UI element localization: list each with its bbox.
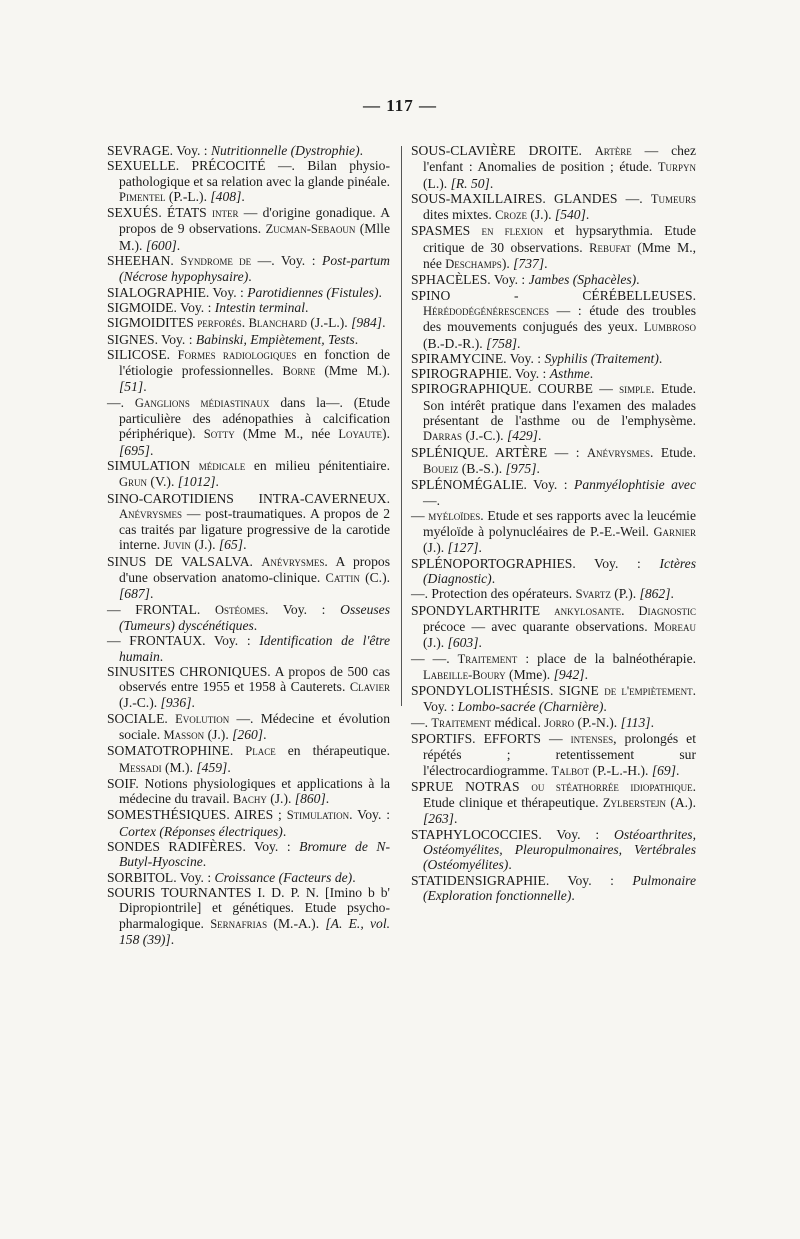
index-entry (107, 315, 390, 331)
entry-text: Jorro (544, 715, 575, 730)
entry-text: (B.-S.). (458, 460, 506, 476)
entry-text: . (149, 442, 154, 458)
entry-text: [975] (505, 460, 537, 476)
index-entry (411, 715, 696, 731)
entry-text: Croissance (Facteurs de) (214, 869, 353, 885)
entry-text: . Voy. : (423, 683, 696, 715)
entry-text: . (159, 648, 164, 664)
entry-text: . (263, 726, 267, 742)
entry-text: Identification de l'être humain (119, 633, 390, 664)
entry-text: . (149, 586, 154, 602)
entry-text: . (354, 331, 359, 347)
entry-text: Jambes (Sphacèles) (528, 272, 637, 288)
entry-text: (B.-D.-R.). (423, 335, 487, 351)
entry-text: (J.). (526, 207, 555, 223)
entry-text: [600] (145, 237, 177, 253)
index-entry (411, 731, 696, 779)
entry-text: (P.-L.). (165, 188, 211, 204)
entry-text: SPLÉNOPORTOGRAPHIES. Voy. : (411, 555, 660, 571)
index-entry (107, 870, 390, 885)
entry-text: —. Voy. : (251, 253, 323, 269)
entry-text: [942] (553, 666, 585, 682)
index-entry (411, 191, 696, 224)
entry-text: . (352, 869, 356, 885)
entry-text: (M.). (161, 759, 197, 775)
entry-text: . (589, 366, 594, 382)
entry-text: myéloïdes (428, 508, 481, 523)
entry-text: Sotty (203, 427, 235, 442)
entry-text: . (636, 272, 640, 288)
entry-text: . (489, 175, 494, 191)
page-number: — 117 — (362, 96, 438, 115)
entry-text: SIGMOIDE. Voy. : (107, 299, 215, 315)
index-entry (107, 839, 390, 870)
entry-text: Labeille-Boury (423, 667, 506, 682)
entry-text: Babinski, Empiètement, Tests (195, 331, 355, 347)
entry-text: —. Médecine et évolution sociale. (119, 710, 390, 742)
entry-text: Grun (119, 475, 148, 490)
entry-text: . (241, 315, 249, 331)
entry-text: . (508, 857, 512, 873)
entry-text: [69] (651, 762, 677, 778)
entry-text: Borne (282, 364, 316, 379)
index-entry (411, 586, 696, 602)
entry-text: — d'origine gonadique. A propos de 9 observations. (119, 205, 391, 237)
entry-text: Anévrysmes (261, 554, 325, 569)
entry-text: SPONDYLOLISTHÉSIS. SIGNE (411, 683, 605, 699)
entry-text: Osseuses (Tumeurs) dyscénétiques (119, 601, 390, 633)
entry-text: Messadi (119, 760, 162, 775)
entry-text: . (282, 823, 287, 839)
entry-text: (J.). (190, 537, 219, 553)
entry-text: SOCIALE. (107, 710, 176, 726)
entry-text: ). (501, 256, 514, 272)
entry-text: SINUSITES CHRONIQUES. A propos de 500 cas observés entre 1955 et 1958 à Cauterets. (107, 663, 390, 695)
entry-text: [737] (513, 256, 545, 272)
index-entry (411, 651, 696, 684)
entry-text: . (382, 315, 386, 331)
entry-text: Zylberstejn (602, 796, 667, 811)
entry-text: — (411, 507, 429, 523)
entry-text: . (517, 335, 521, 351)
entry-text: Ostéoarthrites, Ostéomyélites, Pleuropulmonaires, Vertébrales (Ostéomyélites) (423, 826, 696, 873)
entry-text: . (676, 762, 680, 778)
entry-text: Stimulation (286, 808, 350, 823)
entry-text: [603] (447, 635, 479, 651)
entry-text: SPONDYLARTHRITE (411, 602, 555, 618)
entry-text: en milieu pénitentiaire. (245, 457, 390, 473)
entry-text: Moreau (653, 619, 696, 634)
entry-text: . A propos d'une observation anatomo-clinique. (119, 553, 390, 586)
entry-text: [459] (196, 759, 228, 775)
entry-text: Lombo-sacrée (Charnière) (457, 699, 604, 715)
entry-text: [429] (506, 428, 538, 444)
entry-text: intenses (570, 731, 614, 746)
index-entry (107, 158, 390, 205)
entry-text: (J.). (423, 540, 448, 556)
entry-text: précoce — avec quarante observations. (423, 618, 654, 634)
entry-text: Ictères (Diagnostic) (423, 555, 696, 587)
entry-text: . (478, 540, 482, 556)
entry-text: . Voy. : (265, 601, 341, 617)
entry-text: inter (212, 206, 239, 221)
entry-text: (J.-C.). (462, 428, 507, 444)
entry-text: . Etude. (650, 444, 696, 460)
entry-text: Evolution (175, 711, 230, 726)
entry-text: SEVRAGE. Voy. : (107, 143, 211, 158)
index-entry (107, 807, 390, 839)
entry-text: — FRONTAUX. Voy. : (107, 633, 260, 649)
entry-text: simple (619, 382, 652, 397)
entry-text: ). (382, 426, 390, 442)
entry-text: SEXUÉS. ÉTATS (107, 205, 212, 221)
entry-text: Svartz (575, 587, 611, 602)
entry-text: (J.). (204, 726, 233, 742)
entry-text: SPASMES (411, 223, 482, 239)
entry-text: et hypsarythmia. Etude critique de 30 observations. (423, 223, 696, 255)
index-entry (107, 743, 390, 776)
entry-text: . (478, 635, 482, 651)
entry-text: SOMESTHÉSIQUES. AIRES ; (107, 807, 287, 823)
index-entry (107, 285, 390, 300)
index-entry (107, 602, 390, 634)
entry-text: SOURIS TOURNANTES I. D. P. N. [Imino b b' Dipropiontrile] et génétiques. Etude psycho-pharmalogique. (107, 884, 390, 931)
entry-text: [758] (486, 335, 518, 351)
entry-text: — chez l'enfant : Anomalies de position ; étude. (423, 143, 696, 175)
entry-text: — post-traumatiques. A propos de 2 cas traités par ligature progressive de la carotide interne. (119, 505, 390, 553)
index-column-right (411, 143, 696, 903)
entry-text: . (585, 207, 590, 223)
entry-text: Clavier (349, 680, 390, 695)
entry-text: . (243, 537, 247, 553)
entry-text: Rebufat (589, 240, 631, 255)
index-entry (411, 508, 696, 556)
entry-text: Turpyn (657, 160, 696, 175)
entry-text: . (537, 428, 542, 444)
entry-text: SIGMOIDITES (107, 315, 198, 331)
entry-text: Traitement (457, 651, 518, 666)
index-entry (107, 332, 390, 347)
entry-text: Tumeurs (650, 191, 696, 206)
entry-text: . (325, 791, 330, 807)
entry-text: [408] (210, 188, 242, 204)
entry-text: STATIDENSIGRAPHIE. Voy. : (411, 872, 633, 888)
entry-text: [51] (119, 379, 144, 395)
entry-text: : place de la balnéothérapie. (517, 650, 696, 666)
index-entry (107, 554, 390, 602)
entry-text: (M.-A.). (267, 915, 326, 931)
entry-text: Nutritionnelle (Dystrophie) (210, 143, 360, 158)
entry-text: [695] (119, 442, 150, 458)
entry-text: — : étude des troubles des mouvements conjugués des yeux. (423, 302, 696, 335)
index-entry (107, 776, 390, 808)
entry-text: SPINO - CÉRÉBELLEUSES. (411, 287, 696, 303)
entry-text: . (536, 460, 540, 476)
entry-text: SOUS-MAXILLAIRES. GLANDES —. (411, 190, 651, 206)
index-entry (107, 711, 390, 744)
entry-text: Syphilis (Traitement) (544, 350, 659, 366)
entry-text: SIALOGRAPHIE. Voy. : (107, 284, 248, 300)
entry-text: ou stéathorrée idiopathique (531, 779, 693, 794)
entry-text: [A. E., vol. 158 (39)] (119, 915, 390, 947)
entry-text: [936] (160, 695, 192, 711)
entry-text: . (215, 474, 219, 490)
index-entry (411, 366, 696, 381)
entry-text: médicale (198, 458, 246, 473)
entry-text: (Mme). (505, 666, 554, 682)
entry-text: [540] (554, 207, 586, 223)
entry-text: Post-partum (Nécrose hypophysaire) (119, 253, 390, 285)
entry-text: . (650, 714, 654, 730)
entry-text: [984] (351, 315, 383, 331)
entry-text: (J.-L.). (306, 315, 352, 331)
entry-text: . (670, 586, 674, 602)
entry-text: SPLÉNIQUE. ARTÈRE — : (411, 444, 587, 460)
entry-text: (P.-N.). (574, 714, 621, 730)
entry-text: (Mlle M.). (119, 221, 390, 253)
entry-text: Bromure de N-Butyl-Hyoscine (119, 839, 390, 870)
entry-text: en thérapeutique. (275, 743, 390, 759)
index-entry (107, 491, 390, 554)
entry-text: —. (423, 492, 440, 508)
entry-text: (V.). (147, 474, 178, 490)
entry-text: SOIF. Notions physiologiques et applications à la médecine du travail. (107, 775, 390, 807)
entry-text: Blanchard (248, 316, 307, 331)
entry-text: Masson (163, 727, 205, 742)
entry-text: . (143, 379, 147, 395)
entry-text: Boueiz (423, 461, 459, 476)
entry-text: Pulmonaire (Exploration fonctionnelle) (423, 872, 696, 903)
entry-text: SIMULATION (107, 457, 199, 473)
entry-text: SIGNES. Voy. : (107, 331, 196, 347)
entry-text: . Etude. Son intérêt pratique dans l'examen des malades présentant de l'asthme ou de l'emphysème. (423, 381, 696, 429)
entry-text: Sernafrias (210, 916, 268, 931)
entry-text: [1012] (177, 474, 216, 490)
entry-text: . (241, 188, 245, 204)
entry-text: Croze (495, 208, 527, 223)
entry-text: . (453, 811, 458, 827)
index-entry (107, 347, 390, 395)
entry-text: . (571, 887, 575, 903)
entry-text: . (191, 695, 195, 711)
index-entry (411, 351, 696, 366)
entry-text: Syndrome de (180, 254, 252, 269)
entry-text: Loyaute (338, 427, 383, 442)
entry-text: (J.). (423, 635, 448, 651)
entry-text: Cattin (325, 571, 360, 586)
entry-text: SILICOSE. (107, 346, 178, 362)
entry-text: [65] (218, 537, 244, 553)
index-entry (411, 827, 696, 873)
index-entry (411, 683, 696, 715)
index-entry (411, 873, 696, 904)
index-entry (107, 664, 390, 711)
entry-text: (A.). (666, 795, 696, 811)
entry-text: —. (411, 714, 432, 730)
entry-text: Ostéomes (214, 602, 265, 617)
entry-text: . (621, 602, 639, 618)
index-entry (411, 381, 696, 444)
entry-text: . Etude et ses rapports avec la leucémie myéloïde à polynucléaires de P.-E.-Weil. (423, 507, 696, 540)
entry-text: [860] (294, 791, 326, 807)
index-column-left (107, 143, 390, 947)
entry-text: [263] (423, 811, 454, 827)
entry-text: . (248, 269, 252, 285)
index-entry (411, 477, 696, 508)
entry-text: . (378, 284, 382, 300)
entry-text: perforés (197, 316, 242, 331)
entry-text: Lumbroso (643, 320, 696, 335)
entry-text: [862] (639, 586, 671, 602)
entry-text: —. Protection des opérateurs. (411, 586, 576, 602)
entry-text: (Mme M., née (234, 426, 339, 442)
entry-text: . (544, 256, 548, 272)
entry-text: — FRONTAL. (107, 601, 215, 617)
entry-text: en fonction de l'étiologie professionnelles. (119, 346, 390, 379)
entry-text: — —. (411, 650, 458, 666)
index-entry (107, 300, 390, 315)
entry-text: ankylosante (554, 603, 622, 618)
entry-text: SPORTIFS. EFFORTS — (411, 730, 571, 746)
entry-text: [127] (447, 540, 479, 556)
entry-text: SHEEHAN. (107, 253, 181, 269)
entry-text: Garnier (653, 525, 696, 540)
entry-text: [R. 50] (450, 175, 490, 191)
entry-text: Place (245, 744, 276, 759)
entry-text: médical. (491, 714, 545, 730)
entry-text: SOMATOTROPHINE. (107, 743, 246, 759)
entry-text: [260] (232, 726, 264, 742)
entry-text: SPIROGRAPHIQUE. COURBE — (411, 381, 620, 397)
entry-text: dans la—. (Etude particulière des adénopathies à calcification périphérique). (119, 394, 390, 442)
entry-text: SINUS DE VALSALVA. (107, 553, 262, 569)
entry-text: Talbot (551, 763, 590, 778)
entry-text: . (658, 350, 663, 366)
entry-text: Intestin terminal (214, 299, 306, 315)
entry-text: (L.). (423, 175, 451, 191)
index-entry (107, 633, 390, 664)
entry-text: Diagnostic (638, 603, 696, 618)
entry-text: Ganglions médiastinaux (134, 395, 270, 410)
index-entry (411, 288, 696, 351)
entry-text: SPHACÈLES. Voy. : (411, 272, 529, 288)
entry-text: Darras (423, 429, 463, 444)
entry-text: Anévrysmes (119, 506, 183, 521)
index-entry (107, 885, 390, 947)
entry-text: [113] (620, 714, 651, 730)
entry-text: SORBITOL. Voy. : (107, 869, 215, 885)
entry-text: . (202, 854, 207, 870)
entry-text: Asthme (549, 366, 590, 382)
entry-text: . Voy. : (349, 807, 391, 823)
index-entry (411, 603, 696, 651)
index-entry (411, 779, 696, 827)
entry-text: Zucman-Sebaoun (265, 222, 356, 237)
entry-text: Artère (594, 144, 632, 158)
entry-text: SPLÉNOMÉGALIE. Voy. : (411, 477, 575, 493)
entry-text: . Etude clinique et thérapeutique. (423, 778, 696, 811)
entry-text: . (491, 571, 496, 587)
index-entry (411, 143, 696, 191)
entry-text: Anévrysmes (586, 445, 651, 460)
entry-text: . (359, 143, 364, 158)
index-entry (411, 272, 696, 287)
entry-text: (P.-L.-H.). (589, 762, 652, 778)
entry-text: Parotidiennes (Fistules) (247, 284, 379, 300)
entry-text: dites mixtes. (423, 207, 496, 223)
entry-text: SONDES RADIFÈRES. Voy. : (107, 839, 300, 855)
index-entry (107, 205, 390, 253)
entry-text: (Mme M., née (423, 239, 696, 272)
entry-text: . (176, 237, 181, 253)
entry-text: Deschamps (445, 257, 502, 272)
entry-text: Panmyélophtisie avec (574, 477, 696, 493)
entry-text: [687] (119, 586, 150, 602)
entry-text: (C.). (359, 570, 390, 586)
entry-text: en flexion (481, 224, 544, 239)
entry-text: Hérédodégénérescences (423, 303, 550, 318)
entry-text: —. (107, 394, 135, 410)
entry-text: . (603, 699, 607, 715)
entry-text: (Mme M.). (315, 363, 390, 379)
index-entry (411, 445, 696, 478)
entry-text: SPIROGRAPHIE. Voy. : (411, 366, 550, 382)
entry-text: SOUS-CLAVIÈRE DROITE. (411, 143, 595, 158)
entry-text: SPRUE NOTRAS (411, 778, 532, 794)
entry-text: Pimentel (119, 189, 166, 204)
entry-text: Traitement (431, 715, 492, 730)
entry-text: Bachy (233, 792, 267, 807)
index-entry (107, 143, 390, 158)
entry-text: . (305, 299, 309, 315)
entry-text: STAPHYLOCOCCIES. Voy. : (411, 826, 615, 842)
index-entry (107, 458, 390, 491)
entry-text: Cortex (Réponses électriques) (119, 823, 283, 839)
index-entry (411, 223, 696, 272)
entry-text: (J.). (266, 791, 295, 807)
index-entry (411, 556, 696, 587)
entry-text: . (584, 666, 588, 682)
entry-text: de l'empiètement (604, 684, 693, 699)
entry-text: (J.-C.). (119, 695, 161, 711)
entry-text: SPIRAMYCINE. Voy. : (411, 350, 545, 366)
index-entry (107, 395, 390, 458)
entry-text: . (253, 617, 258, 633)
entry-text: Juvin (163, 538, 191, 553)
entry-text: . (227, 759, 231, 775)
entry-text: . (170, 931, 175, 947)
column-divider (401, 146, 402, 706)
entry-text: Formes radiologiques (177, 347, 297, 362)
entry-text: SINO-CAROTIDIENS INTRA-CAVERNEUX. (107, 490, 390, 506)
entry-text: (P.). (610, 586, 640, 602)
index-entry (107, 253, 390, 285)
entry-text: , prolongés et répétés ; retentissement sur l'électrocardiogramme. (423, 730, 696, 778)
entry-text: SEXUELLE. PRÉCOCITÉ —. Bilan physio-pathologique et sa relation avec la glande pinéale. (107, 158, 391, 189)
